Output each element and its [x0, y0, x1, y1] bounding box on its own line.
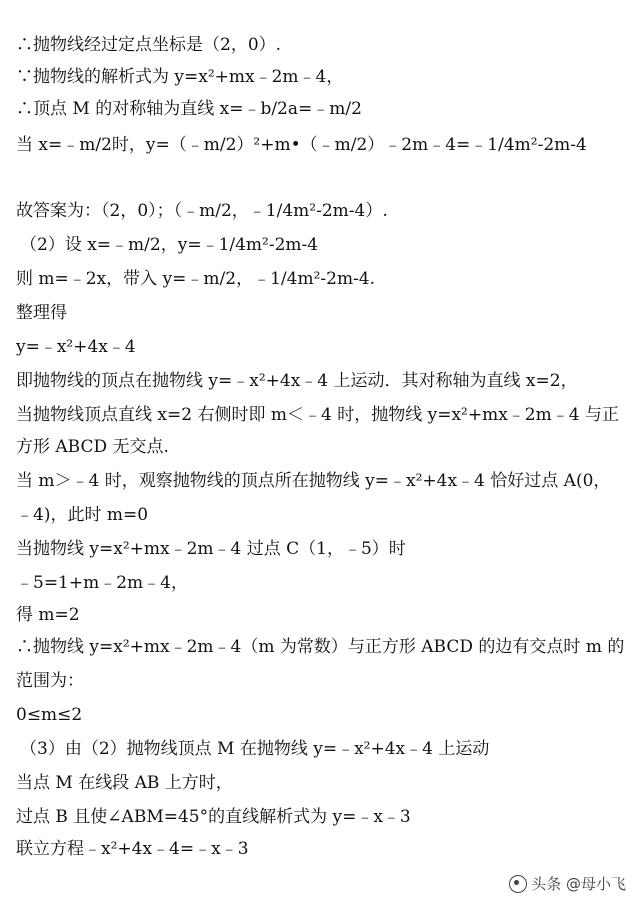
text-line-15: 当抛物线 y=x²+mx﹣2m﹣4 过点 C（1，﹣5）时 [16, 539, 406, 559]
text-line-10: 即抛物线的顶点在抛物线 y=﹣x²+4x﹣4 上运动．其对称轴为直线 x=2， [16, 371, 578, 391]
text-line-2: ∵抛物线的解析式为 y=x²+mx﹣2m﹣4， [16, 67, 344, 87]
text-line-3: ∴顶点 M 的对称轴为直线 x=﹣b/2a=﹣m/2 [16, 99, 362, 119]
text-line-21: （3）由（2）抛物线顶点 M 在抛物线 y=﹣x²+4x﹣4 上运动 [20, 739, 490, 759]
text-line-1: ∴抛物线经过定点坐标是（2，0）. [16, 35, 282, 55]
text-line-4: 当 x=﹣m/2时，y=（﹣m/2）²+m•（﹣m/2）﹣2m﹣4=﹣1/4m²-2m-4 [16, 135, 587, 155]
text-line-11: 当抛物线顶点直线 x=2 右侧时即 m＜﹣4 时，抛物线 y=x²+mx﹣2m﹣4 与正 [16, 405, 619, 425]
text-line-9: y=﹣x²+4x﹣4 [16, 337, 136, 357]
text-line-23: 过点 B 且使∠ABM=45°的直线解析式为 y=﹣x﹣3 [16, 807, 411, 827]
text-line-8: 整理得 [16, 303, 67, 323]
text-line-20: 0≤m≤2 [16, 705, 83, 725]
text-line-7: 则 m=﹣2x，带入 y=﹣m/2，﹣1/4m²-2m-4. [16, 269, 376, 289]
watermark [509, 873, 626, 894]
text-line-17: 得 m=2 [16, 605, 80, 625]
text-line-24: 联立方程﹣x²+4x﹣4=﹣x﹣3 [16, 839, 249, 859]
text-line-18: ∴抛物线 y=x²+mx﹣2m﹣4（m 为常数）与正方形 ABCD 的边有交点时 m 的 [16, 637, 625, 657]
watermark-logo-icon [509, 875, 527, 893]
watermark-text: 头条 @母小飞 [531, 875, 626, 893]
text-line-6: （2）设 x=﹣m/2，y=﹣1/4m²-2m-4 [20, 235, 319, 255]
text-line-14: ﹣4)，此时 m=0 [16, 505, 149, 525]
text-line-22: 当点 M 在线段 AB 上方时， [16, 773, 233, 793]
text-line-12: 方形 ABCD 无交点. [16, 437, 169, 457]
text-line-16: ﹣5=1+m﹣2m﹣4， [16, 573, 188, 593]
text-line-5: 故答案为：（2，0）；（﹣m/2，﹣1/4m²-2m-4）. [16, 201, 388, 221]
text-line-19: 范围为： [16, 671, 84, 691]
text-line-13: 当 m＞﹣4 时，观察抛物线的顶点所在抛物线 y=﹣x²+4x﹣4 恰好过点 A(0， [16, 471, 611, 491]
